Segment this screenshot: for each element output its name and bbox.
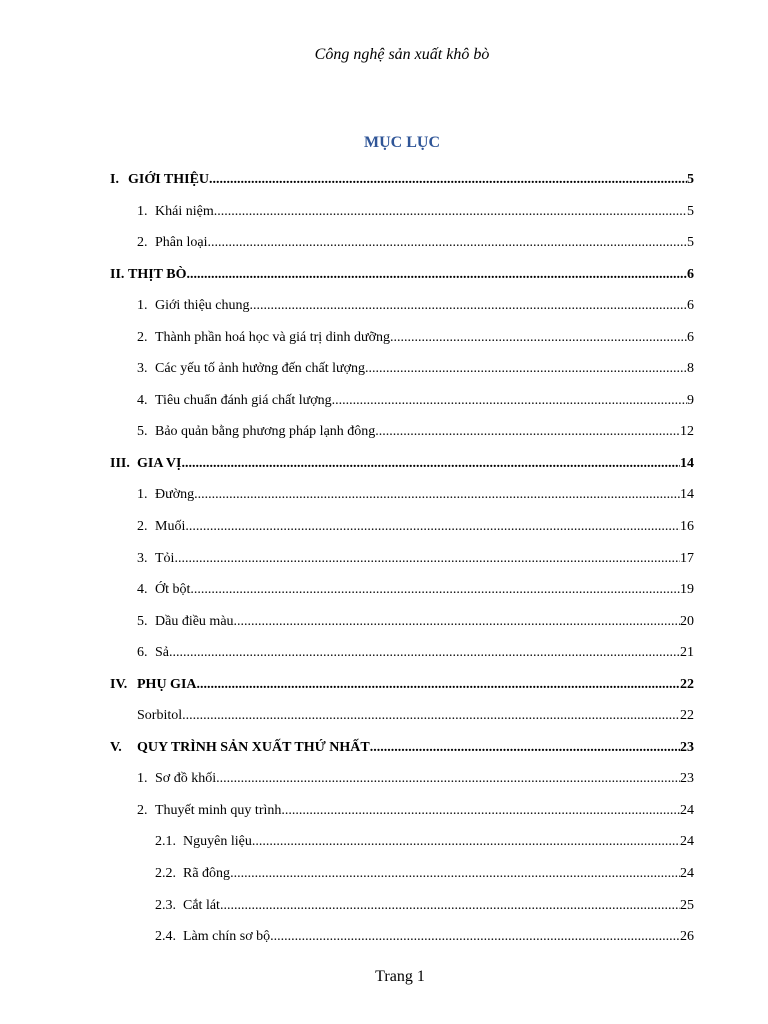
toc-entry-number: 3. — [137, 550, 148, 566]
toc-entry-number: 2.1. — [155, 834, 176, 850]
toc-entry-page: 16 — [680, 519, 694, 535]
toc-entry-title: THỊT BÒ — [128, 266, 187, 282]
toc-entry-page: 6 — [687, 298, 694, 314]
dot-leader — [220, 890, 680, 922]
toc-entry-number: 1. — [137, 771, 148, 787]
dot-leader — [190, 574, 680, 606]
toc-entry-page: 22 — [680, 708, 694, 724]
toc-entry-number: 1. — [137, 487, 148, 503]
toc-entry[interactable] — [110, 353, 694, 385]
toc-entry-title: Sorbitol — [137, 708, 183, 724]
toc-entry-page: 21 — [680, 645, 694, 661]
toc-entry-subsection[interactable] — [110, 921, 694, 953]
toc-entry-title: Các yếu tố ảnh hưởng đến chất lượng — [155, 361, 365, 377]
toc-entry-subsection[interactable] — [110, 826, 694, 858]
page-number-footer: Trang 1 — [375, 968, 425, 985]
toc-entry-number: 2. — [137, 519, 148, 535]
toc-entry-page: 5 — [687, 172, 694, 187]
toc-entry[interactable] — [110, 322, 694, 354]
dot-leader — [214, 196, 687, 228]
toc-entry-page: 26 — [680, 929, 694, 945]
toc-entry-number: V. — [110, 739, 122, 755]
table-of-contents — [110, 164, 694, 953]
toc-entry-title: Ớt bột — [155, 582, 191, 598]
toc-entry[interactable] — [110, 196, 694, 228]
toc-entry-number: 2. — [137, 802, 148, 818]
toc-entry-title: Nguyên liệu — [183, 834, 252, 850]
toc-entry[interactable] — [110, 574, 694, 606]
toc-entry-title: GIỚI THIỆU — [128, 172, 210, 187]
dot-leader — [370, 732, 680, 764]
toc-entry-number: 1. — [137, 298, 148, 314]
dot-leader — [169, 637, 680, 669]
toc-entry-title: Bảo quản bằng phương pháp lạnh đông — [155, 424, 376, 440]
toc-entry-title: Đường — [155, 487, 195, 503]
dot-leader — [182, 700, 680, 732]
toc-entry-page: 6 — [687, 266, 694, 282]
toc-entry-section[interactable] — [110, 259, 694, 291]
dot-leader — [174, 543, 680, 575]
toc-entry-number: 2. — [137, 235, 148, 251]
toc-entry-number: 2.4. — [155, 929, 176, 945]
toc-entry-page: 14 — [680, 455, 694, 471]
toc-entry-page: 23 — [680, 771, 694, 787]
dot-leader — [185, 511, 680, 543]
toc-entry-number: 5. — [137, 613, 148, 629]
toc-entry[interactable] — [110, 290, 694, 322]
toc-entry-page: 6 — [687, 329, 694, 345]
toc-heading: MỤC LỤC — [364, 134, 440, 151]
toc-entry-page: 12 — [680, 424, 694, 440]
toc-entry-title: Phân loại — [155, 235, 208, 251]
toc-entry-page: 25 — [680, 897, 694, 913]
toc-entry-number: 1. — [137, 203, 148, 219]
dot-leader — [390, 322, 687, 354]
toc-entry-number: 5. — [137, 424, 148, 440]
toc-entry-title: Rã đông — [183, 866, 231, 882]
toc-entry[interactable] — [110, 637, 694, 669]
dot-leader — [194, 479, 680, 511]
toc-entry-title: QUY TRÌNH SẢN XUẤT THỨ NHẤT — [137, 739, 370, 755]
toc-entry-section[interactable] — [110, 448, 694, 480]
toc-entry-subsection[interactable] — [110, 890, 694, 922]
toc-entry-number: 6. — [137, 645, 148, 661]
toc-entry-number: 2. — [137, 329, 148, 345]
toc-entry-subsection[interactable] — [110, 858, 694, 890]
dot-leader — [375, 416, 680, 448]
toc-entry-page: 14 — [680, 487, 694, 503]
toc-entry-title: GIA VỊ — [137, 455, 182, 471]
toc-entry-title: Tỏi — [155, 550, 175, 566]
toc-entry-number: 4. — [137, 582, 148, 598]
toc-entry-page: 5 — [687, 203, 694, 219]
toc-entry-title: Sơ đồ khối — [155, 771, 217, 787]
dot-leader — [209, 164, 687, 196]
toc-entry-number: III. — [110, 455, 130, 471]
toc-entry-number: II. — [110, 266, 125, 282]
dot-leader — [230, 858, 680, 890]
toc-entry[interactable] — [110, 227, 694, 259]
toc-entry-number: 2.2. — [155, 866, 176, 882]
dot-leader — [252, 826, 680, 858]
toc-entry-number: 4. — [137, 392, 148, 408]
toc-entry-page: 8 — [687, 361, 694, 377]
dot-leader — [208, 227, 688, 259]
dot-leader — [216, 763, 680, 795]
toc-entry-title: Giới thiệu chung — [155, 298, 250, 314]
dot-leader — [234, 606, 680, 638]
toc-entry-section[interactable] — [110, 732, 694, 764]
dot-leader — [197, 669, 681, 701]
toc-entry-page: 24 — [680, 834, 694, 850]
toc-entry-title: Dầu điều màu — [155, 613, 234, 629]
toc-entry[interactable] — [110, 763, 694, 795]
toc-entry[interactable] — [110, 385, 694, 417]
toc-entry-page: 20 — [680, 613, 694, 629]
toc-entry-title: Cắt lát — [183, 897, 220, 913]
toc-entry[interactable] — [110, 543, 694, 575]
toc-entry-page: 22 — [680, 676, 694, 692]
toc-entry[interactable] — [110, 479, 694, 511]
dot-leader — [281, 795, 680, 827]
dot-leader — [187, 259, 688, 291]
toc-entry[interactable] — [110, 606, 694, 638]
toc-entry-title: Sả — [155, 645, 169, 661]
toc-entry-page: 5 — [687, 235, 694, 251]
toc-entry-number: 3. — [137, 361, 148, 377]
toc-entry-number: IV. — [110, 676, 128, 692]
toc-entry-number: I. — [110, 172, 119, 187]
toc-entry-title: Thành phần hoá học và giá trị dinh dưỡng — [155, 329, 391, 345]
toc-entry-number: 2.3. — [155, 897, 176, 913]
dot-leader — [270, 921, 680, 953]
toc-entry-page: 17 — [680, 550, 694, 566]
toc-entry-title: Muối — [155, 519, 186, 535]
toc-entry-page: 9 — [687, 392, 694, 408]
toc-entry-title: Tiêu chuẩn đánh giá chất lượng — [155, 392, 332, 408]
dot-leader — [181, 448, 680, 480]
dot-leader — [365, 353, 687, 385]
toc-entry-title: Làm chín sơ bộ — [183, 929, 271, 945]
toc-entry-page: 19 — [680, 582, 694, 598]
toc-entry-page: 24 — [680, 866, 694, 882]
toc-entry[interactable] — [110, 511, 694, 543]
toc-entry-title: Khái niệm — [155, 203, 214, 219]
toc-entry-page: 23 — [680, 739, 694, 755]
toc-entry-section[interactable] — [110, 164, 694, 196]
document-header-title: Công nghệ sản xuất khô bò — [314, 46, 490, 63]
toc-entry-title: Thuyết minh quy trình — [155, 802, 282, 818]
toc-entry[interactable] — [110, 700, 694, 732]
toc-entry-page: 24 — [680, 802, 694, 818]
toc-entry[interactable] — [110, 795, 694, 827]
toc-entry-title: PHỤ GIA — [137, 676, 197, 692]
dot-leader — [250, 290, 688, 322]
dot-leader — [332, 385, 687, 417]
toc-entry[interactable] — [110, 416, 694, 448]
toc-entry-section[interactable] — [110, 669, 694, 701]
